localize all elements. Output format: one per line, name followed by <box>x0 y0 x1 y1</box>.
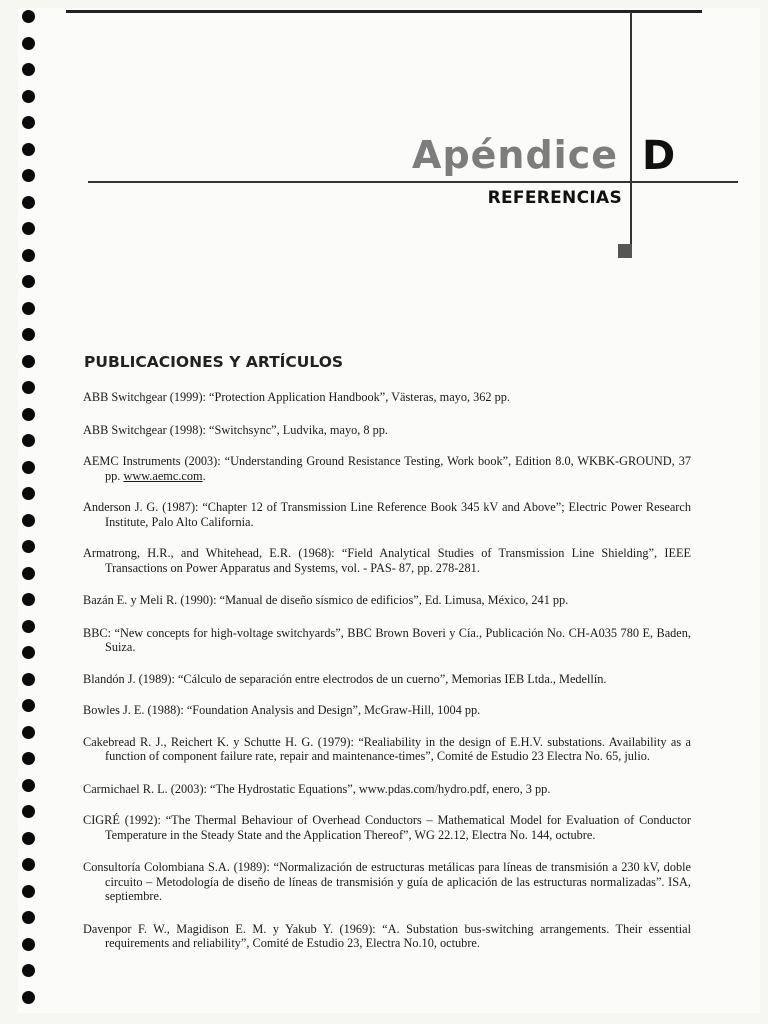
reference-item: AEMC Instruments (2003): “Understanding Ground Resistance Testing, Work book”, Edition 8.0, WKBK-GROUND, 37 pp. www.aemc.com. <box>83 454 691 483</box>
binding-hole <box>22 461 35 474</box>
reference-item: Bazán E. y Meli R. (1990): “Manual de diseño sísmico de edificios”, Ed. Limusa, México, 241 pp. <box>83 593 569 607</box>
appendix-subtitle: REFERENCIAS <box>487 188 622 208</box>
binding-hole <box>22 116 35 129</box>
reference-item: BBC: “New concepts for high-voltage switchyards”, BBC Brown Boveri y Cía., Publicación No. CH-A035 780 E, Baden, Suiza. <box>83 625 691 654</box>
binding-hole <box>22 567 35 580</box>
binding-hole <box>22 593 35 606</box>
binding-hole <box>22 275 35 288</box>
binding-hole <box>22 673 35 686</box>
header-rule-block <box>618 244 632 258</box>
binding-hole <box>22 196 35 209</box>
reference-item: Carmichael R. L. (2003): “The Hydrostatic Equations”, www.pdas.com/hydro.pdf, enero, 3 pp. <box>83 781 551 796</box>
binding-hole <box>22 805 35 818</box>
binding-hole <box>22 726 35 739</box>
binding-hole <box>22 885 35 898</box>
binding-hole <box>22 938 35 951</box>
reference-item: Anderson J. G. (1987): “Chapter 12 of Transmission Line Reference Book 345 kV and Above”; Electric Power Research Institute, Palo Alto California. <box>83 500 691 529</box>
reference-item: Consultoría Colombiana S.A. (1989): “Normalización de estructuras metálicas para líneas de transmisión a 230 kV, doble circuito – Metodología de diseño de líneas de transmisión y guía de aplicación de las estructuras normalizadas”. ISA, septiembre. <box>83 860 691 903</box>
binding-hole <box>22 832 35 845</box>
binding-hole <box>22 222 35 235</box>
binding-hole <box>22 752 35 765</box>
binding-hole <box>22 779 35 792</box>
binding-hole <box>22 143 35 156</box>
spiral-binding <box>0 0 30 1024</box>
binding-hole <box>22 63 35 76</box>
reference-link[interactable]: www.aemc.com <box>123 468 203 483</box>
appendix-title: Apéndice <box>412 133 618 177</box>
binding-hole <box>22 355 35 368</box>
binding-hole <box>22 37 35 50</box>
reference-list <box>83 390 691 951</box>
binding-hole <box>22 858 35 871</box>
reference-item: Davenpor F. W., Magidison E. M. y Yakub Y. (1969): “A. Substation bus-switching arrangements. Their essential requirements and reliability”, Comité de Estudio 23, Electra No.10, octubre. <box>83 921 691 950</box>
reference-item: Cakebread R. J., Reichert K. y Schutte H. G. (1979): “Realiability in the design of E.H.V. substations. Availability as a function of component failure rate, repair and maintenance-times”, Comité de Estudio 23 Electra No. 65, julio. <box>83 734 691 763</box>
binding-hole <box>22 911 35 924</box>
binding-hole <box>22 408 35 421</box>
title-rule <box>88 181 738 183</box>
binding-hole <box>22 381 35 394</box>
reference-item: Armatrong, H.R., and Whitehead, E.R. (1968): “Field Analytical Studies of Transmission Line Shielding”, IEEE Transactions on Power Apparatus and Systems, vol. - PAS- 87, pp. 278-281. <box>83 546 691 575</box>
binding-hole <box>22 964 35 977</box>
binding-hole <box>22 699 35 712</box>
reference-item: ABB Switchgear (1998): “Switchsync”, Ludvika, mayo, 8 pp. <box>83 422 388 437</box>
appendix-letter: D <box>642 133 676 179</box>
reference-item: ABB Switchgear (1999): “Protection Application Handbook”, Västeras, mayo, 362 pp. <box>83 390 511 404</box>
document-page <box>18 8 760 1013</box>
header-vertical-rule <box>630 12 632 250</box>
binding-hole <box>22 249 35 262</box>
binding-hole <box>22 620 35 633</box>
binding-hole <box>22 90 35 103</box>
binding-hole <box>22 487 35 500</box>
binding-hole <box>22 302 35 315</box>
reference-item: CIGRÉ (1992): “The Thermal Behaviour of Overhead Conductors – Mathematical Model for Evaluation of Conductor Temperature in the Steady State and the Application Thereof”, WG 22.12, Electra No. 144, octubre. <box>83 813 691 842</box>
section-heading: PUBLICACIONES Y ARTÍCULOS <box>84 353 344 371</box>
reference-item: Bowles J. E. (1988): “Foundation Analysis and Design”, McGraw-Hill, 1004 pp. <box>83 703 481 717</box>
binding-hole <box>22 991 35 1004</box>
binding-hole <box>22 434 35 447</box>
reference-item: Blandón J. (1989): “Cálculo de separación entre electrodos de un cuerno”, Memorias IEB Ltda., Medellín. <box>83 671 607 686</box>
top-rule <box>66 10 702 13</box>
binding-hole <box>22 328 35 341</box>
binding-hole <box>22 10 35 23</box>
binding-hole <box>22 514 35 527</box>
binding-hole <box>22 646 35 659</box>
binding-hole <box>22 169 35 182</box>
binding-hole <box>22 540 35 553</box>
